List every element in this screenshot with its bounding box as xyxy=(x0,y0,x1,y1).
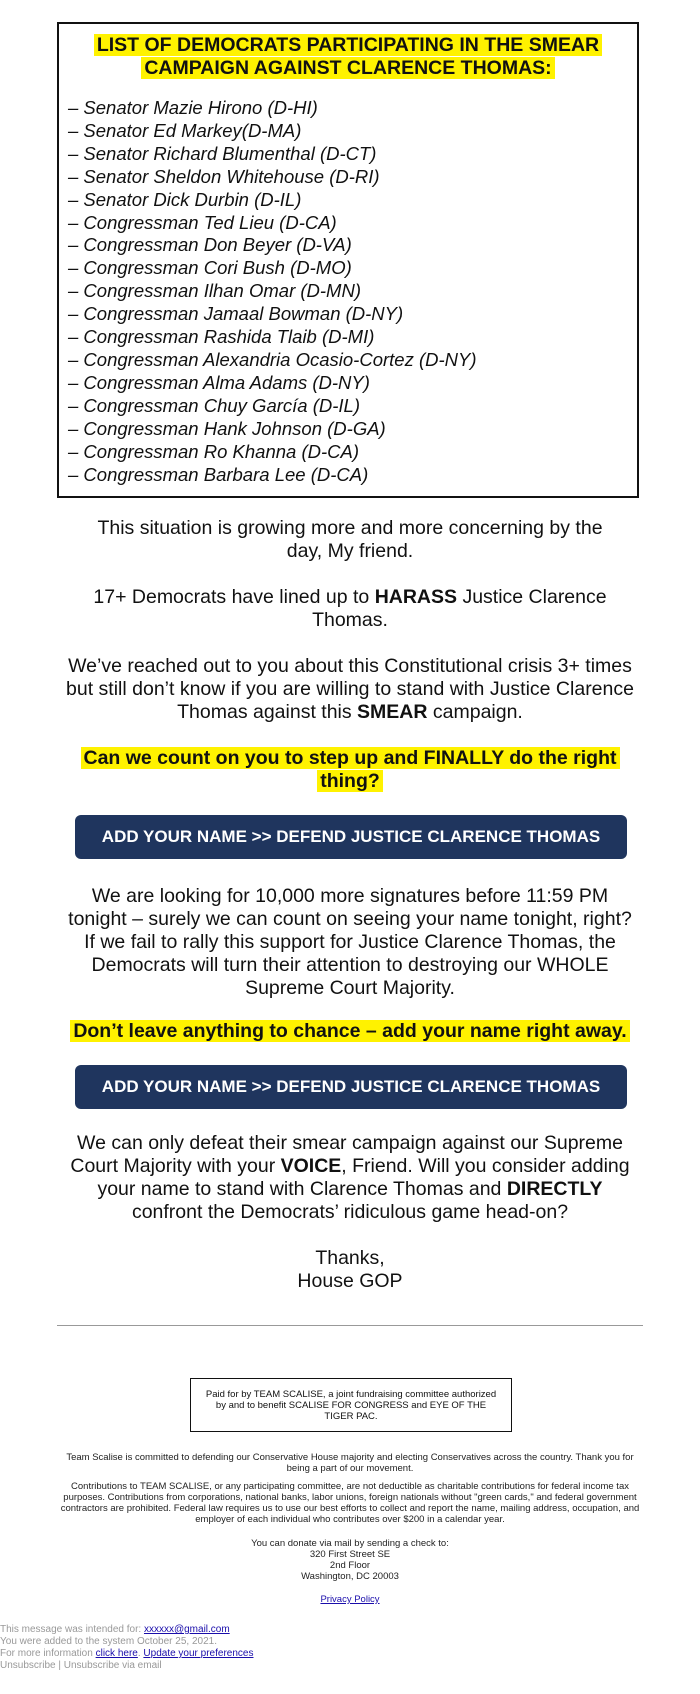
update-preferences-link[interactable]: Update your preferences xyxy=(143,1648,254,1659)
more-info-line xyxy=(0,1648,253,1660)
address-line: 2nd Floor xyxy=(329,1560,371,1571)
paragraph-line: confront the Democrats’ ridiculous game head-on? xyxy=(131,1201,569,1223)
list-item: – Congressman Alexandria Ocasio-Cortez (D-NY) xyxy=(68,348,477,370)
paragraph-line: We’ve reached out to you about this Constitutional crisis 3+ times xyxy=(68,655,632,677)
paragraph-voice xyxy=(57,1132,643,1224)
emphasis-directly: DIRECTLY xyxy=(506,1178,603,1200)
list-title-line2: CAMPAIGN AGAINST CLARENCE THOMAS: xyxy=(141,57,554,79)
unsubscribe-link[interactable]: Unsubscribe xyxy=(0,1660,56,1671)
paragraph-text: campaign. xyxy=(427,701,523,723)
paid-for-text: Paid for by TEAM SCALISE, a joint fundraising committee authorized by and to benefit SCALISE FOR CONGRESS and EYE OF THE TIGER PAC. xyxy=(205,1388,497,1422)
paragraph-concern xyxy=(57,517,643,563)
list-item: – Senator Richard Blumenthal (D-CT) xyxy=(68,142,377,164)
mail-intro: You can donate via mail by sending a check to: xyxy=(251,1538,449,1549)
signoff xyxy=(57,1247,643,1293)
list-item: – Congressman Ro Khanna (D-CA) xyxy=(68,440,359,462)
footer-text: This message was intended for: xyxy=(0,1624,144,1635)
paragraph-reached-out xyxy=(57,655,643,724)
paragraph-text: Thomas against this xyxy=(177,701,358,723)
emphasis-smear: SMEAR xyxy=(357,701,428,723)
emphasis-harass: HARASS xyxy=(374,586,458,608)
paragraph-text: Court Majority with your xyxy=(70,1155,281,1177)
add-name-button[interactable]: ADD YOUR NAME >> DEFEND JUSTICE CLARENCE THOMAS xyxy=(75,815,627,859)
list-item: – Congressman Chuy García (D-IL) xyxy=(68,394,360,416)
list-item: – Congressman Barbara Lee (D-CA) xyxy=(68,463,369,485)
highlight-line: Can we count on you to step up and FINALLY do the right xyxy=(81,747,620,769)
list-item: – Congressman Rashida Tlaib (D-MI) xyxy=(68,326,375,348)
paragraph-text: 17+ Democrats have lined up to xyxy=(93,586,375,608)
list-item: – Congressman Ted Lieu (D-CA) xyxy=(68,211,337,233)
list-item: – Senator Dick Durbin (D-IL) xyxy=(68,188,302,210)
address-line: 320 First Street SE xyxy=(309,1549,391,1560)
click-here-link[interactable]: click here xyxy=(95,1648,138,1659)
footer-separator: | xyxy=(55,1660,64,1671)
mail-address-block xyxy=(57,1538,643,1582)
address-line: Washington, DC 20003 xyxy=(301,1571,399,1582)
list-item: – Congressman Ilhan Omar (D-MN) xyxy=(68,280,361,302)
footer-separator: . xyxy=(137,1648,144,1659)
list-title-line1: LIST OF DEMOCRATS PARTICIPATING IN THE SMEAR xyxy=(94,34,602,56)
paragraph-line: day, My friend. xyxy=(286,540,414,562)
paragraph-line: If we fail to rally this support for Justice Clarence Thomas, the xyxy=(84,931,616,953)
unsubscribe-line xyxy=(0,1660,253,1672)
paragraph-line: Supreme Court Majority. xyxy=(245,977,455,999)
email-footer xyxy=(0,1624,253,1672)
democrats-list xyxy=(68,97,637,486)
privacy-policy-link[interactable]: Privacy Policy xyxy=(320,1594,380,1605)
highlight-line: Don’t leave anything to chance – add your name right away. xyxy=(70,1020,629,1042)
add-name-button-2[interactable]: ADD YOUR NAME >> DEFEND JUSTICE CLARENCE THOMAS xyxy=(75,1065,627,1109)
paragraph-line: We are looking for 10,000 more signatures before 11:59 PM xyxy=(91,885,609,907)
divider xyxy=(57,1325,643,1326)
paragraph-line: This situation is growing more and more concerning by the xyxy=(97,517,603,539)
signature-text: House GOP xyxy=(297,1270,403,1292)
paragraph-text: Thomas. xyxy=(312,609,388,631)
paragraph-harass xyxy=(57,586,643,632)
cta-dont-leave xyxy=(57,1020,643,1043)
list-item: – Congressman Hank Johnson (D-GA) xyxy=(68,417,386,439)
list-item: – Senator Ed Markey(D-MA) xyxy=(68,119,302,141)
committed-text: Team Scalise is committed to defending our Conservative House majority and electing Conservatives across the country. Thank you for being a part of our movement. xyxy=(66,1452,634,1474)
paragraph-text: Justice Clarence xyxy=(457,586,607,608)
paragraph-line: We can only defeat their smear campaign against our Supreme xyxy=(77,1132,623,1154)
list-item: – Senator Mazie Hirono (D-HI) xyxy=(68,97,318,118)
highlight-line: thing? xyxy=(317,770,383,792)
added-date-text: You were added to the system October 25, 2021. xyxy=(0,1636,217,1647)
paragraph-line: but still don’t know if you are willing to stand with Justice Clarence xyxy=(66,678,634,700)
intended-line xyxy=(0,1624,253,1636)
paragraph-signatures xyxy=(57,885,643,1000)
cta-count-on-you xyxy=(57,747,643,793)
list-item: – Congressman Cori Bush (D-MO) xyxy=(68,257,352,279)
list-item: – Senator Sheldon Whitehouse (D-RI) xyxy=(68,165,380,187)
paragraph-line: Democrats will turn their attention to destroying our WHOLE xyxy=(91,954,609,976)
paragraph-text: , Friend. Will you consider adding xyxy=(341,1155,630,1177)
thanks-text: Thanks, xyxy=(315,1247,385,1269)
footer-text: For more information xyxy=(0,1648,96,1659)
privacy-row xyxy=(57,1594,643,1605)
unsubscribe-email-link[interactable]: Unsubscribe via email xyxy=(63,1660,162,1671)
list-item: – Congressman Alma Adams (D-NY) xyxy=(68,371,370,393)
democrats-list-box xyxy=(57,22,639,498)
paid-for-box xyxy=(190,1378,512,1432)
list-item: – Congressman Jamaal Bowman (D-NY) xyxy=(68,303,404,325)
paragraph-text: your name to stand with Clarence Thomas and xyxy=(97,1178,507,1200)
list-title xyxy=(59,34,637,80)
list-item: – Congressman Don Beyer (D-VA) xyxy=(68,234,352,256)
emphasis-voice: VOICE xyxy=(280,1155,342,1177)
email-link[interactable]: xxxxxx@gmail.com xyxy=(143,1624,230,1635)
contributions-disclaimer: Contributions to TEAM SCALISE, or any participating committee, are not deductible as charitable contributions for federal income tax purposes. Contributions from corporations, national banks, labor unions, foreign nationals without "green cards," and federal government contractors are prohibited. Federal law requires us to use our best efforts to collect and report the name, mailing address, occupation, and employer of each individual who contributes over $200 in a calendar year. xyxy=(60,1481,640,1525)
paragraph-line: tonight – surely we can count on seeing your name tonight, right? xyxy=(68,908,632,930)
